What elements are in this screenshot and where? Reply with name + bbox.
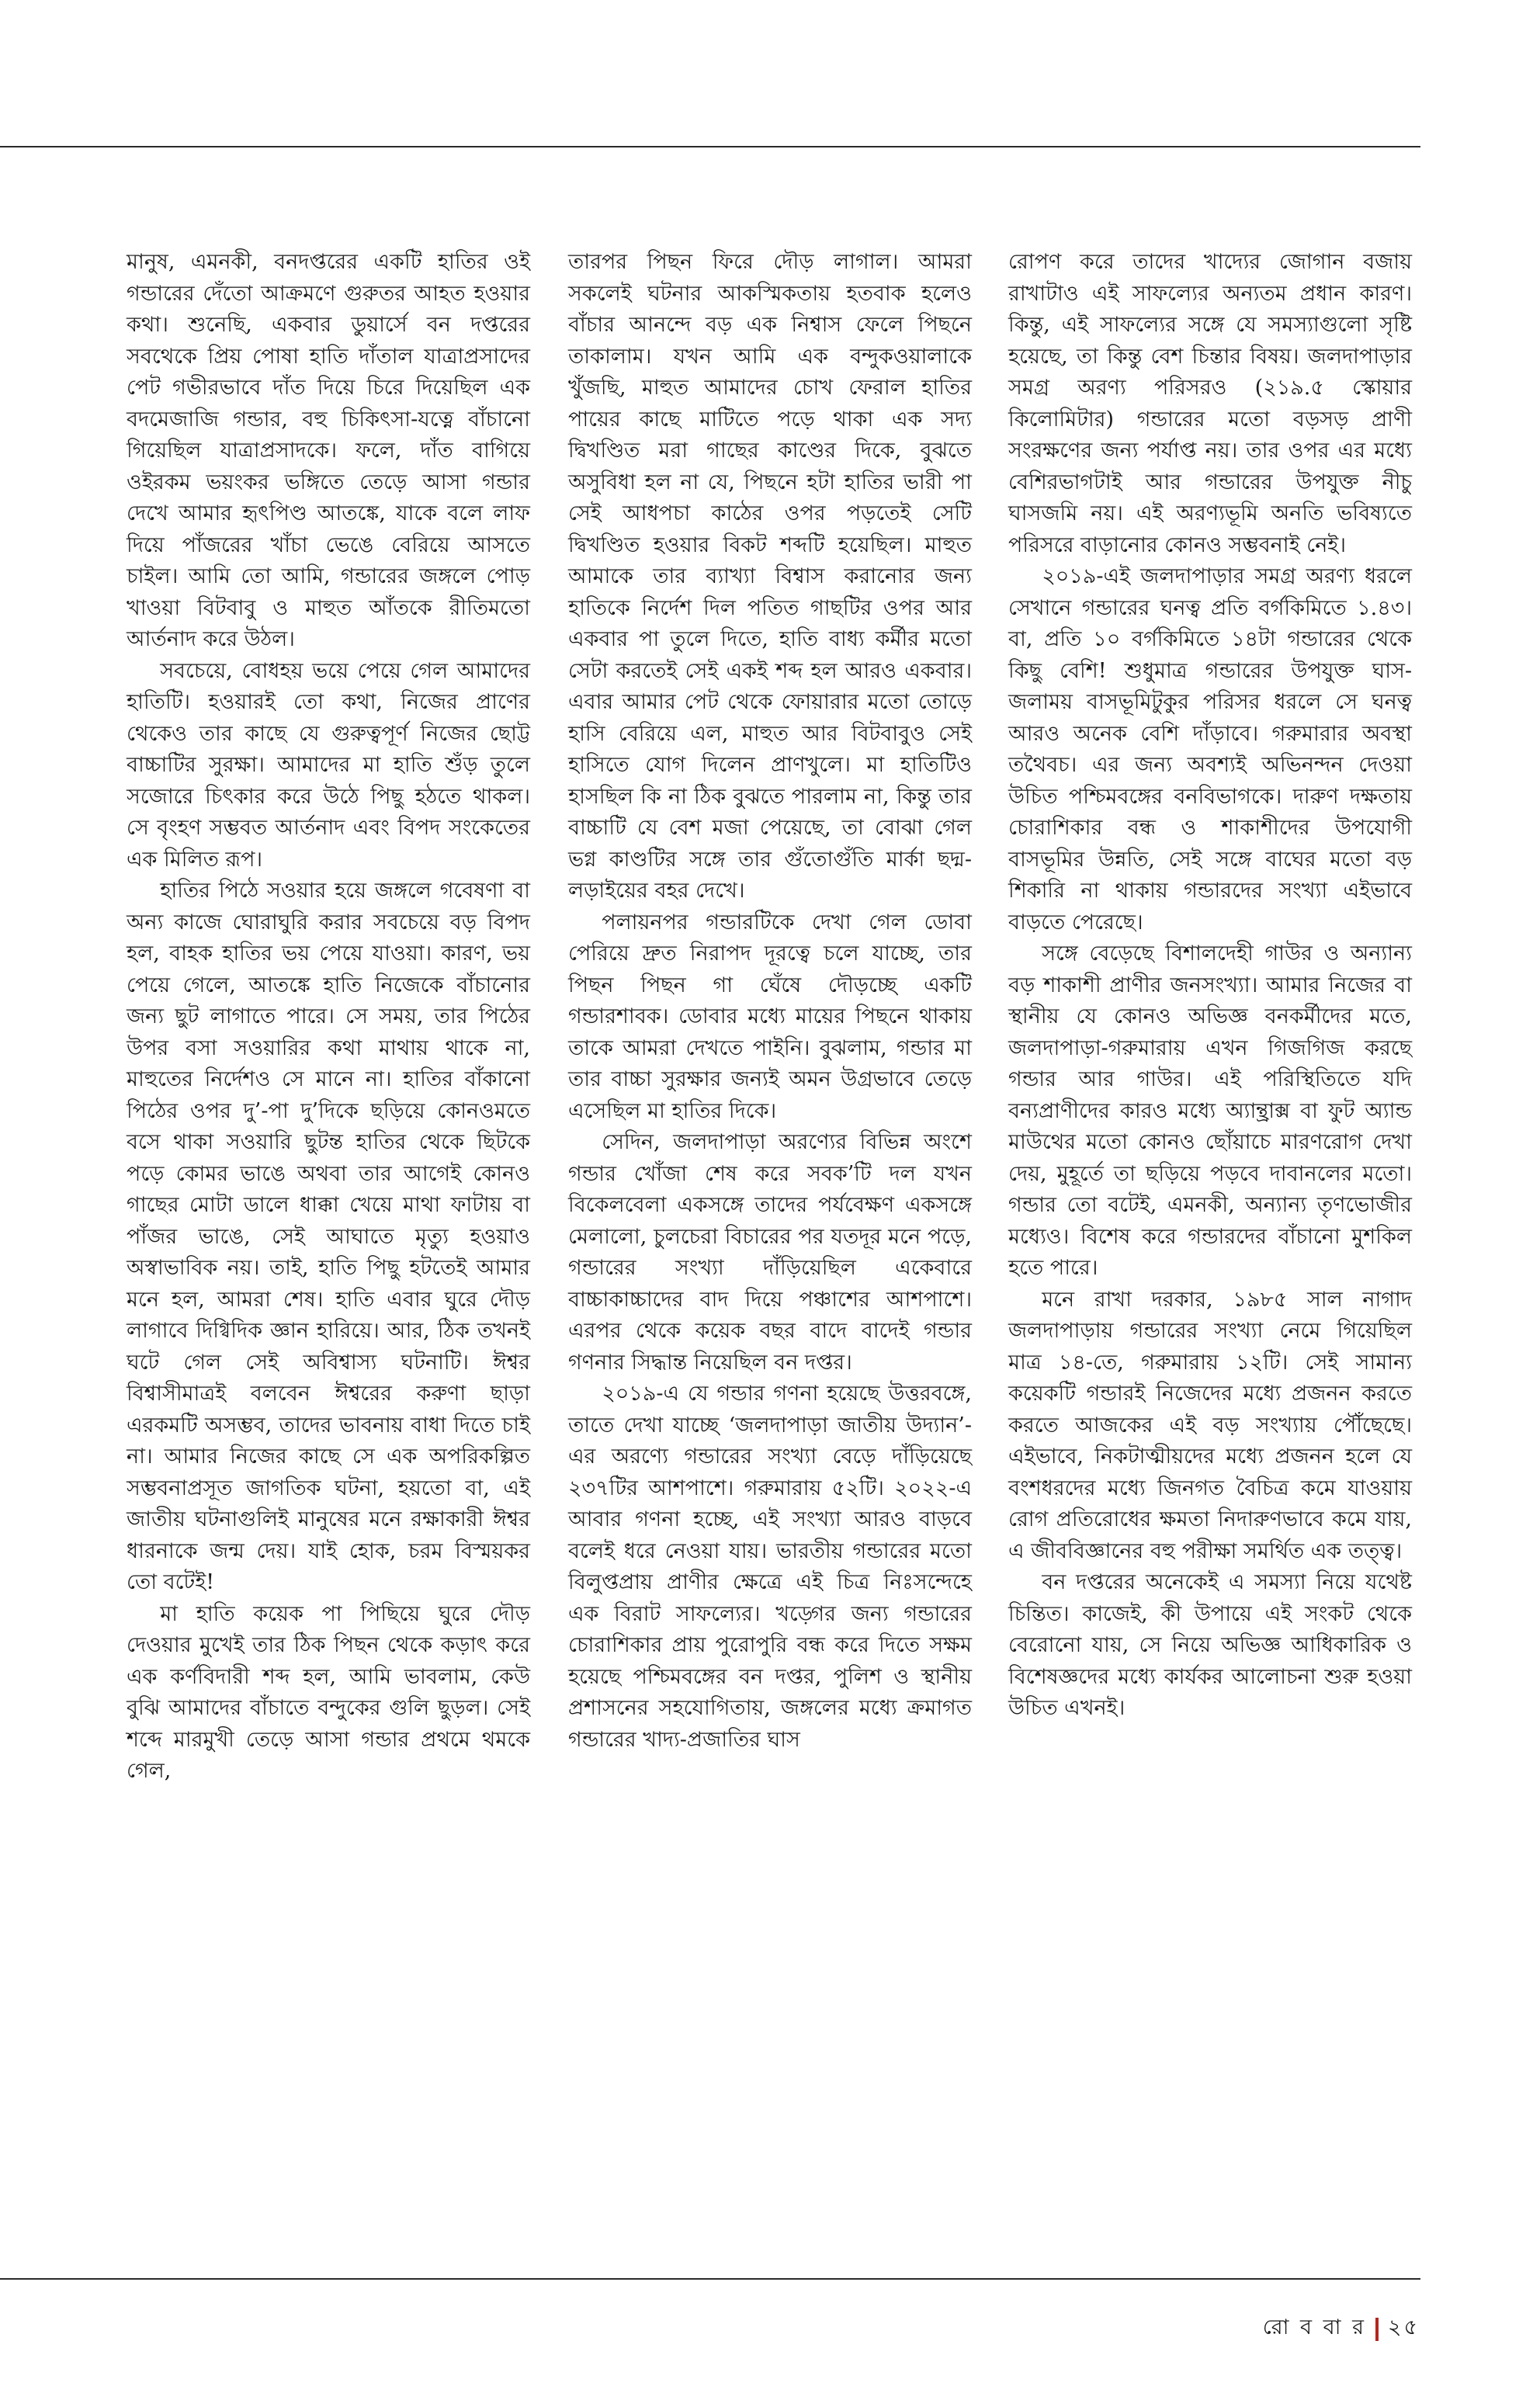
column-1 xyxy=(127,247,530,1788)
paragraph: মা হাতি কয়েক পা পিছিয়ে ঘুরে দৌড় দেওয়ার মুখেই তার ঠিক পিছন থেকে কড়াৎ করে এক কর্ণবিদারী শব্দ হল, আমি ভাবলাম, কেউ বুঝি আমাদের বাঁচাতে বন্দুকের গুলি ছুড়ল। সেই শব্দে মারমুখী তেড়ে আসা গন্ডার প্রথমে থমকে গেল, xyxy=(127,1601,530,1783)
paragraph: ২০১৯-এই জলদাপাড়ার সমগ্র অরণ্য ধরলে সেখানে গন্ডারের ঘনত্ব প্রতি বর্গকিমিতে ১.৪৩। বা, প্রতি ১০ বর্গকিমিতে ১৪টা গন্ডারের থেকে কিছু বেশি! শুধুমাত্র গন্ডারের উপযুক্ত ঘাস-জলাময় বাসভূমিটুকুর পরিসর ধরলে সে ঘনত্ব আরও অনেক বেশি দাঁড়াবে। গরুমারার অবস্থা তথৈবচ। এর জন্য অবশ্যই অভিনন্দন দেওয়া উচিত পশ্চিমবঙ্গের বনবিভাগকে। দারুণ দক্ষতায় চোরাশিকার বন্ধ ও শাকাশীদের উপযোগী বাসভূমির উন্নতি, সেই সঙ্গে বাঘের মতো বড় শিকারি না থাকায় গন্ডারদের সংখ্যা এইভাবে বাড়তে পেরেছে। xyxy=(1008,564,1412,935)
paragraph: সবচেয়ে, বোধহয় ভয়ে পেয়ে গেল আমাদের হাতিটি। হওয়ারই তো কথা, নিজের প্রাণের থেকেও তার কাছে যে গুরুত্বপূর্ণ নিজের ছোট্ট বাচ্চাটির সুরক্ষা। আমাদের মা হাতি শুঁড় তুলে সজোরে চিৎকার করে উঠে পিছু হঠতে থাকল। সে বৃংহণ সম্ভবত আর্তনাদ এবং বিপদ সংকেতের এক মিলিত রূপ। xyxy=(127,658,530,872)
paragraph: সঙ্গে বেড়েছে বিশালদেহী গাউর ও অন্যান্য বড় শাকাশী প্রাণীর জনসংখ্যা। আমার নিজের বা স্থানীয় যে কোনও অভিজ্ঞ বনকর্মীদের মতে, জলদাপাড়া-গরুমারায় এখন গিজগিজ করছে গন্ডার আর গাউর। এই পরিস্থিতিতে যদি বন্যপ্রাণীদের কারও মধ্যে অ্যান্থ্রাক্স বা ফুট অ্যান্ড মাউথের মতো কোনও ছোঁয়াচে মারণরোগ দেখা দেয়, মুহূর্তে তা ছড়িয়ে পড়বে দাবানলের মতো। গন্ডার তো বটেই, এমনকী, অন্যান্য তৃণভোজীর মধ্যেও। বিশেষ করে গন্ডারদের বাঁচানো মুশকিল হতে পারে। xyxy=(1008,942,1412,1280)
paragraph: সেদিন, জলদাপাড়া অরণ্যের বিভিন্ন অংশে গন্ডার খোঁজা শেষ করে সবক’টি দল যখন বিকেলবেলা একসঙ্গে তাদের পর্যবেক্ষণ একসঙ্গে মেলালো, চুলচেরা বিচারের পর যতদূর মনে পড়ে, গন্ডারের সংখ্যা দাঁড়িয়েছিল একেবারে বাচ্চাকাচ্চাদের বাদ দিয়ে পঞ্চাশের আশপাশে। এরপর থেকে কয়েক বছর বাদে বাদেই গন্ডার গণনার সিদ্ধান্ত নিয়েছিল বন দপ্তর। xyxy=(568,1130,972,1375)
paragraph: মানুষ, এমনকী, বনদপ্তরের একটি হাতির ওই গন্ডারের দেঁতো আক্রমণে গুরুতর আহত হওয়ার কথা। শুনেছি, একবার ডুয়ার্সে বন দপ্তরের সবথেকে প্রিয় পোষা হাতি দাঁতাল যাত্রাপ্রসাদের পেট গভীরভাবে দাঁত দিয়ে চিরে দিয়েছিল এক বদমেজাজি গন্ডার, বহু চিকিৎসা-যত্নে বাঁচানো গিয়েছিল যাত্রাপ্রসাদকে। ফলে, দাঁত বাগিয়ে ওইরকম ভয়ংকর ভঙ্গিতে তেড়ে আসা গন্ডার দেখে আমার হৃৎপিণ্ড আতঙ্কে, যাকে বলে লাফ দিয়ে পাঁজরের খাঁচা ভেঙে বেরিয়ে আসতে চাইল। আমি তো আমি, গন্ডারের জঙ্গলে পোড় খাওয়া বিটবাবু ও মাহুত আঁতকে রীতিমতো আর্তনাদ করে উঠল। xyxy=(127,250,530,651)
magazine-name: রো ব বা র xyxy=(1262,2315,1366,2339)
paragraph: হাতির পিঠে সওয়ার হয়ে জঙ্গলে গবেষণা বা অন্য কাজে ঘোরাঘুরি করার সবচেয়ে বড় বিপদ হল, বাহক হাতির ভয় পেয়ে যাওয়া। কারণ, ভয় পেয়ে গেলে, আতঙ্কে হাতি নিজেকে বাঁচানোর জন্য ছুট লাগাতে পারে। সে সময়, তার পিঠের উপর বসা সওয়ারির কথা মাথায় থাকে না, মাহুতের নির্দেশও সে মানে না। হাতির বাঁকানো পিঠের ওপর দু’-পা দু’দিকে ছড়িয়ে কোনওমতে বসে থাকা সওয়ারি ছুটন্ত হাতির থেকে ছিটকে পড়ে কোমর ভাঙে অথবা তার আগেই কোনও গাছের মোটা ডালে ধাক্কা খেয়ে মাথা ফাটায় বা পাঁজর ভাঙে, সেই আঘাতে মৃত্যু হওয়াও অস্বাভাবিক নয়। তাই, হাতি পিছু হটতেই আমার মনে হল, আমরা শেষ। হাতি এবার ঘুরে দৌড় লাগাবে দিগ্বিদিক জ্ঞান হারিয়ে। আর, ঠিক তখনই ঘটে গেল সেই অবিশ্বাস্য ঘটনাটি। ঈশ্বর বিশ্বাসীমাত্রই বলবেন ঈশ্বরের করুণা ছাড়া এরকমটি অসম্ভব, তাদের ভাবনায় বাধা দিতে চাই না। আমার নিজের কাছে সে এক অপরিকল্পিত সম্ভবনাপ্রসূত জাগতিক ঘটনা, হয়তো বা, এই জাতীয় ঘটনাগুলিই মানুষের মনে রক্ষাকারী ঈশ্বর ধারনাকে জন্ম দেয়। যাই হোক, চরম বিস্ময়কর তো বটেই! xyxy=(127,879,530,1594)
page-number: ২৫ xyxy=(1387,2315,1420,2339)
paragraph: পলায়নপর গন্ডারটিকে দেখা গেল ডোবা পেরিয়ে দ্রুত নিরাপদ দূরত্বে চলে যাচ্ছে, তার পিছন পিছন গা ঘেঁষে দৌড়চ্ছে একটি গন্ডারশাবক। ডোবার মধ্যে মায়ের পিছনে থাকায় তাকে আমরা দেখতে পাইনি। বুঝলাম, গন্ডার মা তার বাচ্চা সুরক্ষার জন্যই অমন উগ্রভাবে তেড়ে এসেছিল মা হাতির দিকে। xyxy=(568,910,972,1123)
paragraph: তারপর পিছন ফিরে দৌড় লাগাল। আমরা সকলেই ঘটনার আকস্মিকতায় হতবাক হলেও বাঁচার আনন্দে বড় এক নিশ্বাস ফেলে পিছনে তাকালাম। যখন আমি এক বন্দুকওয়ালাকে খুঁজছি, মাহুত আমাদের চোখ ফেরাল হাতির পায়ের কাছে মাটিতে পড়ে থাকা এক সদ্য দ্বিখণ্ডিত মরা গাছের কাণ্ডের দিকে, বুঝতে অসুবিধা হল না যে, পিছনে হটা হাতির ভারী পা সেই আধপচা কাঠের ওপর পড়তেই সেটি দ্বিখণ্ডিত হওয়ার বিকট শব্দটি হয়েছিল। মাহুত আমাকে তার ব্যাখ্যা বিশ্বাস করানোর জন্য হাতিকে নির্দেশ দিল পতিত গাছটির ওপর আর একবার পা তুলে দিতে, হাতি বাধ্য কর্মীর মতো সেটা করতেই সেই একই শব্দ হল আরও একবার। এবার আমার পেট থেকে ফোয়ারার মতো তোড়ে হাসি বেরিয়ে এল, মাহুত আর বিটবাবুও সেই হাসিতে যোগ দিলেন প্রাণখুলে। মা হাতিটিও হাসছিল কি না ঠিক বুঝতে পারলাম না, কিন্তু তার বাচ্চাটি যে বেশ মজা পেয়েছে, তা বোঝা গেল ভগ্ন কাণ্ডটির সঙ্গে তার গুঁতোগুঁতি মার্কা ছদ্ম-লড়াইয়ের বহর দেখে। xyxy=(568,250,972,903)
footer-separator xyxy=(1375,2318,1379,2341)
paragraph: মনে রাখা দরকার, ১৯৮৫ সাল নাগাদ জলদাপাড়ায় গন্ডারের সংখ্যা নেমে গিয়েছিল মাত্র ১৪-তে, গরুমারায় ১২টি। সেই সামান্য কয়েকটি গন্ডারই নিজেদের মধ্যে প্রজনন করতে করতে আজকের এই বড় সংখ্যায় পৌঁছেছে। এইভাবে, নিকটাত্মীয়দের মধ্যে প্রজনন হলে যে বংশধরদের মধ্যে জিনগত বৈচিত্র কমে যাওয়ায় রোগ প্রতিরোধের ক্ষমতা নিদারুণভাবে কমে যায়, এ জীববিজ্ঞানের বহু পরীক্ষা সমর্থিত এক তত্ত্ব। xyxy=(1008,1287,1412,1563)
page-footer xyxy=(1263,2311,1420,2346)
bottom-rule xyxy=(0,2278,1420,2280)
top-rule xyxy=(0,146,1420,147)
paragraph: রোপণ করে তাদের খাদ্যের জোগান বজায় রাখাটাও এই সাফল্যের অন্যতম প্রধান কারণ। কিন্তু, এই সাফল্যের সঙ্গে যে সমস্যাগুলো সৃষ্টি হয়েছে, তা কিন্তু বেশ চিন্তার বিষয়। জলদাপাড়ার সমগ্র অরণ্য পরিসরও (২১৯.৫ স্কোয়ার কিলোমিটার) গন্ডারের মতো বড়সড় প্রাণী সংরক্ষণের জন্য পর্যাপ্ত নয়। তার ওপর এর মধ্যে বেশিরভাগটাই আর গন্ডারের উপযুক্ত নীচু ঘাসজমি নয়। এই অরণ্যভূমি অনতি ভবিষ্যতে পরিসরে বাড়ানোর কোনও সম্ভবনাই নেই। xyxy=(1008,250,1412,557)
column-2 xyxy=(568,247,972,1756)
column-3 xyxy=(1008,247,1412,1725)
paragraph: বন দপ্তরের অনেকেই এ সমস্যা নিয়ে যথেষ্ট চিন্তিত। কাজেই, কী উপায়ে এই সংকট থেকে বেরোনো যায়, সে নিয়ে অভিজ্ঞ আধিকারিক ও বিশেষজ্ঞদের মধ্যে কার্যকর আলোচনা শুরু হওয়া উচিত এখনই। xyxy=(1008,1570,1412,1720)
paragraph: ২০১৯-এ যে গন্ডার গণনা হয়েছে উত্তরবঙ্গে, তাতে দেখা যাচ্ছে ‘জলদাপাড়া জাতীয় উদ্যান’-এর অরণ্যে গন্ডারের সংখ্যা বেড়ে দাঁড়িয়েছে ২৩৭টির আশপাশে। গরুমারায় ৫২টি। ২০২২-এ আবার গণনা হচ্ছে, এই সংখ্যা আরও বাড়বে বলেই ধরে নেওয়া যায়। ভারতীয় গন্ডারের মতো বিলুপ্তপ্রায় প্রাণীর ক্ষেত্রে এই চিত্র নিঃসন্দেহে এক বিরাট সাফল্যের। খড়্গের জন্য গন্ডারের চোরাশিকার প্রায় পুরোপুরি বন্ধ করে দিতে সক্ষম হয়েছে পশ্চিমবঙ্গের বন দপ্তর, পুলিশ ও স্থানীয় প্রশাসনের সহযোগিতায়, জঙ্গলের মধ্যে ক্রমাগত গন্ডারের খাদ্য-প্রজাতির ঘাস xyxy=(568,1382,972,1752)
